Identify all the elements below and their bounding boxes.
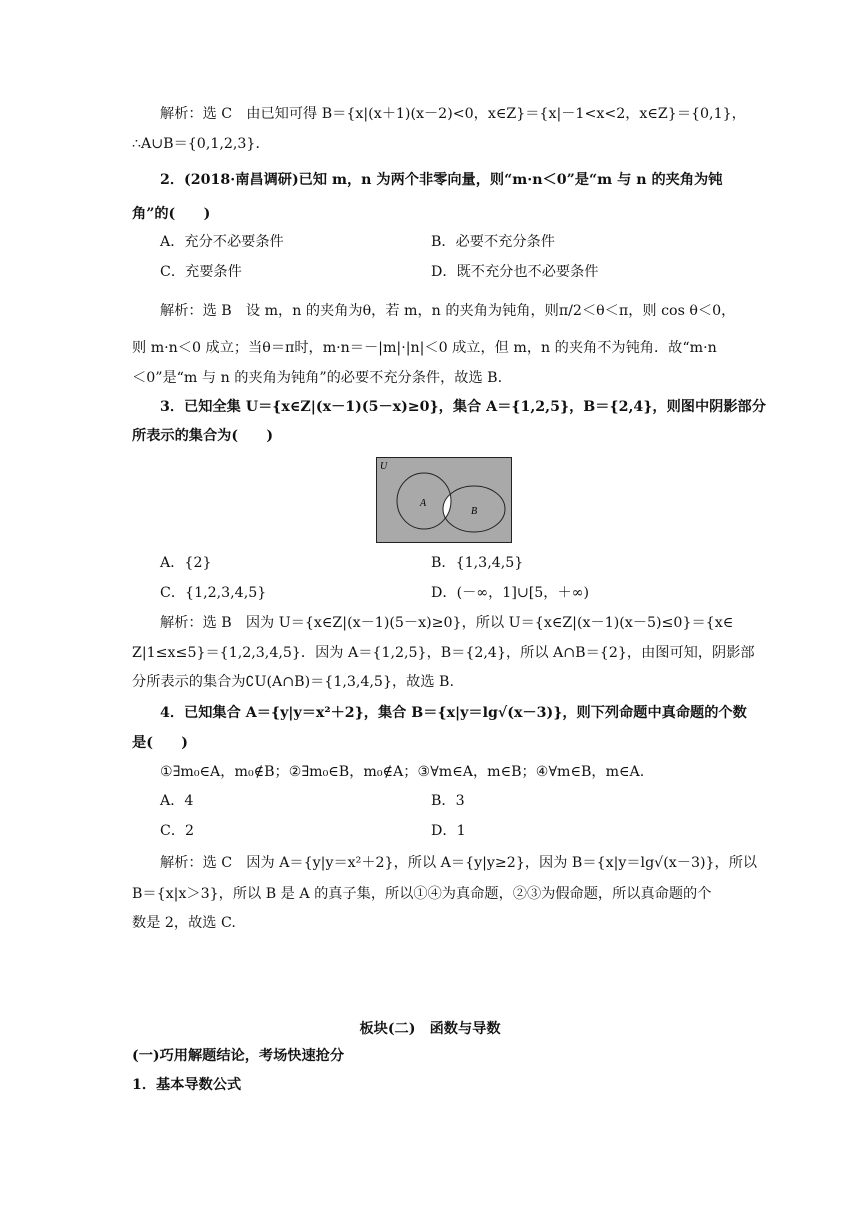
solution-4-line-1: 解析：选 C 因为 A＝{y|y＝x²＋2}，所以 A＝{y|y≥2}，因为 B＝{x|y＝lg√(x－3)}，所以 bbox=[160, 855, 758, 871]
section-title: 板块(二) 函数与导数 bbox=[359, 1021, 501, 1037]
heading-basic-derivatives: 1．基本导数公式 bbox=[132, 1077, 242, 1093]
q2-option-c: C．充要条件 bbox=[160, 264, 242, 280]
subsection-title: (一)巧用解题结论，考场快速抢分 bbox=[132, 1048, 345, 1064]
q4-option-c: C．2 bbox=[160, 823, 195, 839]
q2-option-a: A．充分不必要条件 bbox=[160, 234, 284, 250]
solution-2-line-3: ＜0”是“m 与 n 的夹角为钝角”的必要不充分条件，故选 B. bbox=[132, 370, 503, 386]
venn-diagram bbox=[376, 457, 512, 543]
solution-2-line-2: 则 m·n＜0 成立；当θ＝π时，m·n＝－|m|·|n|＜0 成立，但 m，n 的夹角不为钝角．故“m·n bbox=[132, 340, 717, 356]
q3-option-c: C．{1,2,3,4,5} bbox=[160, 585, 267, 601]
solution-4-line-2: B＝{x|x＞3}，所以 B 是 A 的真子集，所以①④为真命题，②③为假命题，所以真命题的个 bbox=[132, 886, 712, 902]
solution-3-line-2: Z|1≤x≤5}＝{1,2,3,4,5}．因为 A＝{1,2,5}，B＝{2,4}，所以 A∩B＝{2}，由图可知，阴影部 bbox=[132, 645, 755, 661]
question-4-line-1: 4．已知集合 A＝{y|y＝x²＋2}，集合 B＝{x|y＝lg√(x－3)}，则下列命题中真命题的个数 bbox=[160, 705, 747, 721]
solution-4-line-3: 数是 2，故选 C. bbox=[132, 915, 236, 931]
q2-option-d: D．既不充分也不必要条件 bbox=[431, 264, 599, 280]
label-b: B bbox=[471, 506, 478, 517]
question-4-statements: ①∃m₀∈A，m₀∉B；②∃m₀∈B，m₀∉A；③∀m∈A，m∈B；④∀m∈B，m∈A. bbox=[160, 764, 645, 780]
solution-3-line-1: 解析：选 B 因为 U＝{x∈Z|(x－1)(5－x)≥0}，所以 U＝{x∈Z|(x－1)(x－5)≤0}＝{x∈ bbox=[160, 615, 734, 631]
question-2-line-1: 2．(2018·南昌调研)已知 m，n 为两个非零向量，则“m·n＜0”是“m 与 n 的夹角为钝 bbox=[160, 172, 723, 188]
q3-option-d: D．(－∞，1]∪[5，＋∞) bbox=[431, 585, 590, 601]
question-3-line-2: 所表示的集合为( ) bbox=[132, 428, 274, 444]
question-4-line-2: 是( ) bbox=[132, 735, 188, 751]
solution-1-line-1: 解析：选 C 由已知可得 B＝{x|(x＋1)(x－2)<0，x∈Z}＝{x|－1<x<2，x∈Z}＝{0,1}， bbox=[160, 106, 746, 122]
q2-option-b: B．必要不充分条件 bbox=[431, 234, 555, 250]
label-a: A bbox=[420, 498, 427, 509]
q3-option-a: A．{2} bbox=[160, 555, 212, 571]
label-u: U bbox=[380, 461, 388, 472]
solution-2-line-1: 解析：选 B 设 m，n 的夹角为θ，若 m，n 的夹角为钝角，则π/2＜θ＜π，则 cos θ＜0， bbox=[160, 303, 736, 319]
question-2-line-2: 角”的( ) bbox=[132, 206, 211, 222]
question-3-line-1: 3．已知全集 U＝{x∈Z|(x－1)(5－x)≥0}，集合 A＝{1,2,5}，B＝{2,4}，则图中阴影部分 bbox=[160, 399, 766, 415]
q3-option-b: B．{1,3,4,5} bbox=[431, 555, 524, 571]
q4-option-a: A．4 bbox=[160, 793, 194, 809]
solution-3-line-3: 分所表示的集合为∁U(A∩B)＝{1,3,4,5}，故选 B. bbox=[132, 674, 454, 690]
solution-1-line-2: ∴A∪B＝{0,1,2,3}． bbox=[132, 136, 270, 152]
q4-option-d: D．1 bbox=[431, 823, 466, 839]
q4-option-b: B．3 bbox=[431, 793, 465, 809]
